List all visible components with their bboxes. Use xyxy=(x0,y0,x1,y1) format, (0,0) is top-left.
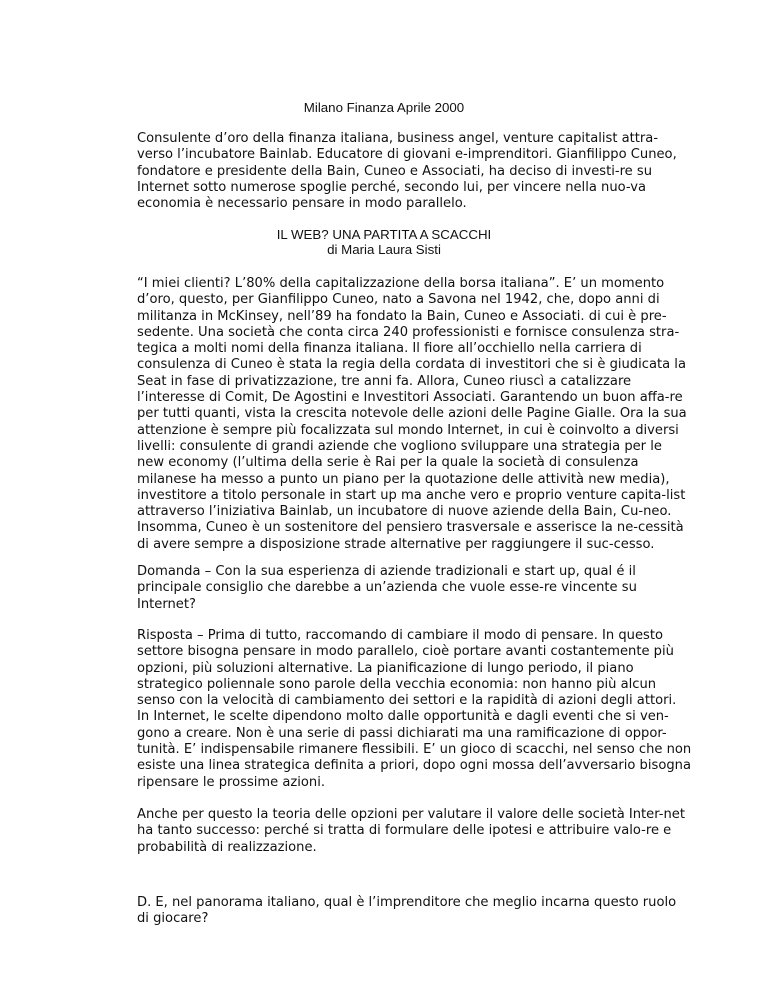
question-paragraph-2 xyxy=(137,895,677,928)
text-line: Internet sotto numerose spoglie perché, secondo lui, per vincere nella nuo-va xyxy=(137,179,647,195)
text-line: Internet? xyxy=(137,596,196,612)
question-paragraph xyxy=(137,564,642,613)
text-line: verso l’incubatore Bainlab. Educatore di giovani e-imprenditori. Gianfilippo Cuneo, xyxy=(137,147,677,163)
text-line: settore bisogna pensare in modo parallelo, cioè portare avanti costantemente più xyxy=(137,644,674,660)
text-line: probabilità di realizzazione. xyxy=(137,839,317,855)
text-line: d’oro, questo, per Gianfilippo Cuneo, nato a Savona nel 1942, che, dopo anni di xyxy=(137,292,660,308)
text-line: strategico poliennale sono parole della vecchia economia: non hanno più alcun xyxy=(137,676,657,692)
text-line: per tutti quanti, vista la crescita notevole delle azioni delle Pagine Gialle. Ora la sua xyxy=(137,406,687,422)
text-line: economia è necessario pensare in modo parallelo. xyxy=(137,196,467,212)
intro-paragraph xyxy=(137,131,677,212)
text-line: Consulente d’oro della finanza italiana, business angel, venture capitalist attra- xyxy=(137,131,659,146)
text-line: investitore a titolo personale in start up ma anche vero e proprio venture capita-list xyxy=(137,487,686,503)
text-line: di avere sempre a disposizione strade alternative per raggiungere il suc-cesso. xyxy=(137,536,655,552)
text-line: livelli: consulente di grandi aziende che vogliono sviluppare una strategia per le xyxy=(137,438,662,454)
text-line: Risposta – Prima di tutto, raccomando di cambiare il modo di pensare. In questo xyxy=(137,628,664,643)
answer-paragraph xyxy=(137,628,692,791)
text-line: sedente. Una società che conta circa 240 professionisti e fornisce consulenza stra- xyxy=(137,324,680,340)
text-line: principale consiglio che darebbe a un’azienda che vuole esse-re vincente su xyxy=(137,580,637,596)
text-line: attraverso l’iniziativa Bainlab, un incubatore di nuove aziende della Bain, Cu-neo. xyxy=(137,504,672,520)
text-line: militanza in McKinsey, nell’89 ha fondato la Bain, Cuneo e Associati. di cui è pre- xyxy=(137,308,667,324)
text-line: attenzione è sempre più focalizzata sul mondo Internet, in cui è coinvolto a diversi xyxy=(137,422,679,438)
text-line: opzioni, più soluzioni alternative. La pianificazione di lungo periodo, il piano xyxy=(137,660,634,676)
source-line: Milano Finanza Aprile 2000 xyxy=(303,100,465,115)
text-line: senso con la velocità di cambiamento dei settori e la rapidità di azioni degli attori. xyxy=(137,693,677,709)
text-line: Seat in fase di privatizzazione, tre anni fa. Allora, Cuneo riuscì a catalizzare xyxy=(137,373,632,389)
text-line: milanese ha messo a punto un piano per la quotazione delle attività new media), xyxy=(137,471,670,487)
text-line: consulenza di Cuneo è stata la regia della cordata di investitori che si è giudicata la xyxy=(137,357,686,373)
text-line: Insomma, Cuneo è un sostenitore del pensiero trasversale e asserisce la ne-cessità xyxy=(137,520,684,536)
text-line: ripensare le prossime azioni. xyxy=(137,774,326,790)
text-line: tunità. E’ indispensabile rimanere flessibili. E’ un gioco di scacchi, nel senso che non xyxy=(137,742,692,758)
text-line: tegica a molti nomi della finanza italiana. Il fiore all’occhiello nella carriera di xyxy=(137,341,642,357)
body-paragraph xyxy=(137,276,687,553)
text-line: fondatore e presidente della Bain, Cuneo e Associati, ha deciso di investi-re su xyxy=(137,163,653,179)
article-byline: di Maria Laura Sisti xyxy=(327,242,441,257)
text-line: ha tanto successo: perché si tratta di formulare delle ipotesi e attribuire valo-re e xyxy=(137,823,672,839)
text-line: l’interesse di Comit, De Agostini e Investitori Associati. Garantendo un buon affa-re xyxy=(137,390,683,406)
answer-continued-paragraph xyxy=(137,807,685,856)
text-line: “I miei clienti? L’80% della capitalizzazione della borsa italiana”. E’ un momento xyxy=(137,276,665,291)
text-line: D. E, nel panorama italiano, qual è l’imprenditore che meglio incarna questo ruolo xyxy=(137,895,677,910)
article-title: IL WEB? UNA PARTITA A SCACCHI xyxy=(276,227,492,242)
text-line: gono a creare. Non è una serie di passi dichiarati ma una ramificazione di oppor- xyxy=(137,725,667,741)
text-line: Anche per questo la teoria delle opzioni per valutare il valore delle società Inter-net xyxy=(137,807,685,822)
text-line: new economy (l’ultima della serie è Rai per la quale la società di consulenza xyxy=(137,455,639,471)
text-line: In Internet, le scelte dipendono molto dalle opportunità e dagli eventi che si ven- xyxy=(137,709,669,725)
text-line: Domanda – Con la sua esperienza di aziende tradizionali e start up, qual é il xyxy=(137,564,636,579)
text-line: esiste una linea strategica definita a priori, dopo ogni mossa dell’avversario bisogna xyxy=(137,758,691,774)
text-line: di giocare? xyxy=(137,911,209,927)
